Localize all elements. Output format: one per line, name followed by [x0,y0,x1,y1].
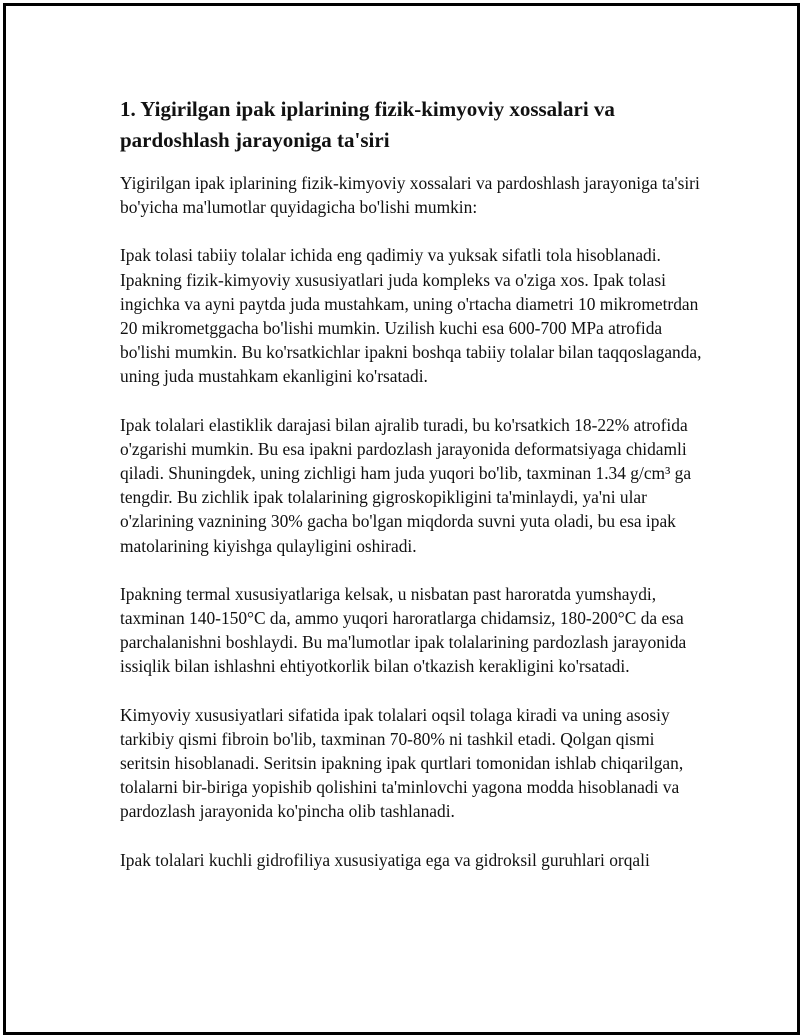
document-page [3,3,800,1035]
intro-paragraph: Yigirilgan ipak iplarining fizik-kimyoviy xossalari va pardoshlash jarayoniga ta'siri bo'yicha ma'lumotlar quyidagicha bo'lishi mumkin: [120,173,700,218]
hydrophilic-paragraph: Ipak tolalari kuchli gidrofiliya xususiyatiga ega va gidroksil guruhlari orqali [120,849,650,870]
elasticity-paragraph: Ipak tolalari elastiklik darajasi bilan ajralib turadi, bu ko'rsatkich 18-22% atrofida o'zgarishi mumkin. Bu esa ipakni pardozlash jarayonida deformatsiyaga chidamli qiladi. Shuningdek, uning zichligi ham juda yuqori bo'lib, taxminan 1.34 g/cm³ ga tengdir. Bu zichlik ipak tolalarining gigroskopikligini ta'minlaydi, ya'ni ular o'zlarining vaznining 30% gacha bo'lgan miqdorda suvni yuta oladi, bu esa ipak matolarining kiyishga qulayligini oshiradi. [120,414,692,556]
thermal-paragraph: Ipakning termal xususiyatlariga kelsak, u nisbatan past haroratda yumshaydi, taxminan 140-150°C da, ammo yuqori haroratlarga chidamsiz, 180-200°C da esa parchalanishni boshlaydi. Bu ma'lumotlar ipak tolalarining pardozlash jarayonida issiqlik bilan ishlashni ehtiyotkorlik bilan o'tkazish kerakligini ko'rsatadi. [120,583,687,677]
document-body [120,94,706,896]
section-heading: 1. Yigirilgan ipak iplarining fizik-kimyoviy xossalari va pardoshlash jarayoniga ta'siri [120,97,615,152]
fiber-properties-paragraph: Ipak tolasi tabiiy tolalar ichida eng qadimiy va yuksak sifatli tola hisoblanadi. Ipakning fizik-kimyoviy xususiyatlari juda kompleks va o'ziga xos. Ipak tolasi ingichka va ayni paytda juda mustahkam, uning o'rtacha diametri 10 mikrometrdan 20 mikrometggacha bo'lishi mumkin. Uzilish kuchi esa 600-700 MPa atrofida bo'lishi mumkin. Bu ko'rsatkichlar ipakni boshqa tabiiy tolalar bilan taqqoslaganda, uning juda mustahkam ekanligini ko'rsatadi. [120,245,702,387]
chemical-paragraph: Kimyoviy xususiyatlari sifatida ipak tolalari oqsil tolaga kiradi va uning asosiy tarkibiy qismi fibroin bo'lib, taxminan 70-80% ni tashkil etadi. Qolgan qismi seritsin hisoblanadi. Seritsin ipakning ipak qurtlari tomonidan ishlab chiqarilgan, tolalarni bir-biriga yopishib qolishini ta'minlovchi yagona modda hisoblanadi va pardozlash jarayonida ko'pincha olib tashlanadi. [120,704,684,822]
